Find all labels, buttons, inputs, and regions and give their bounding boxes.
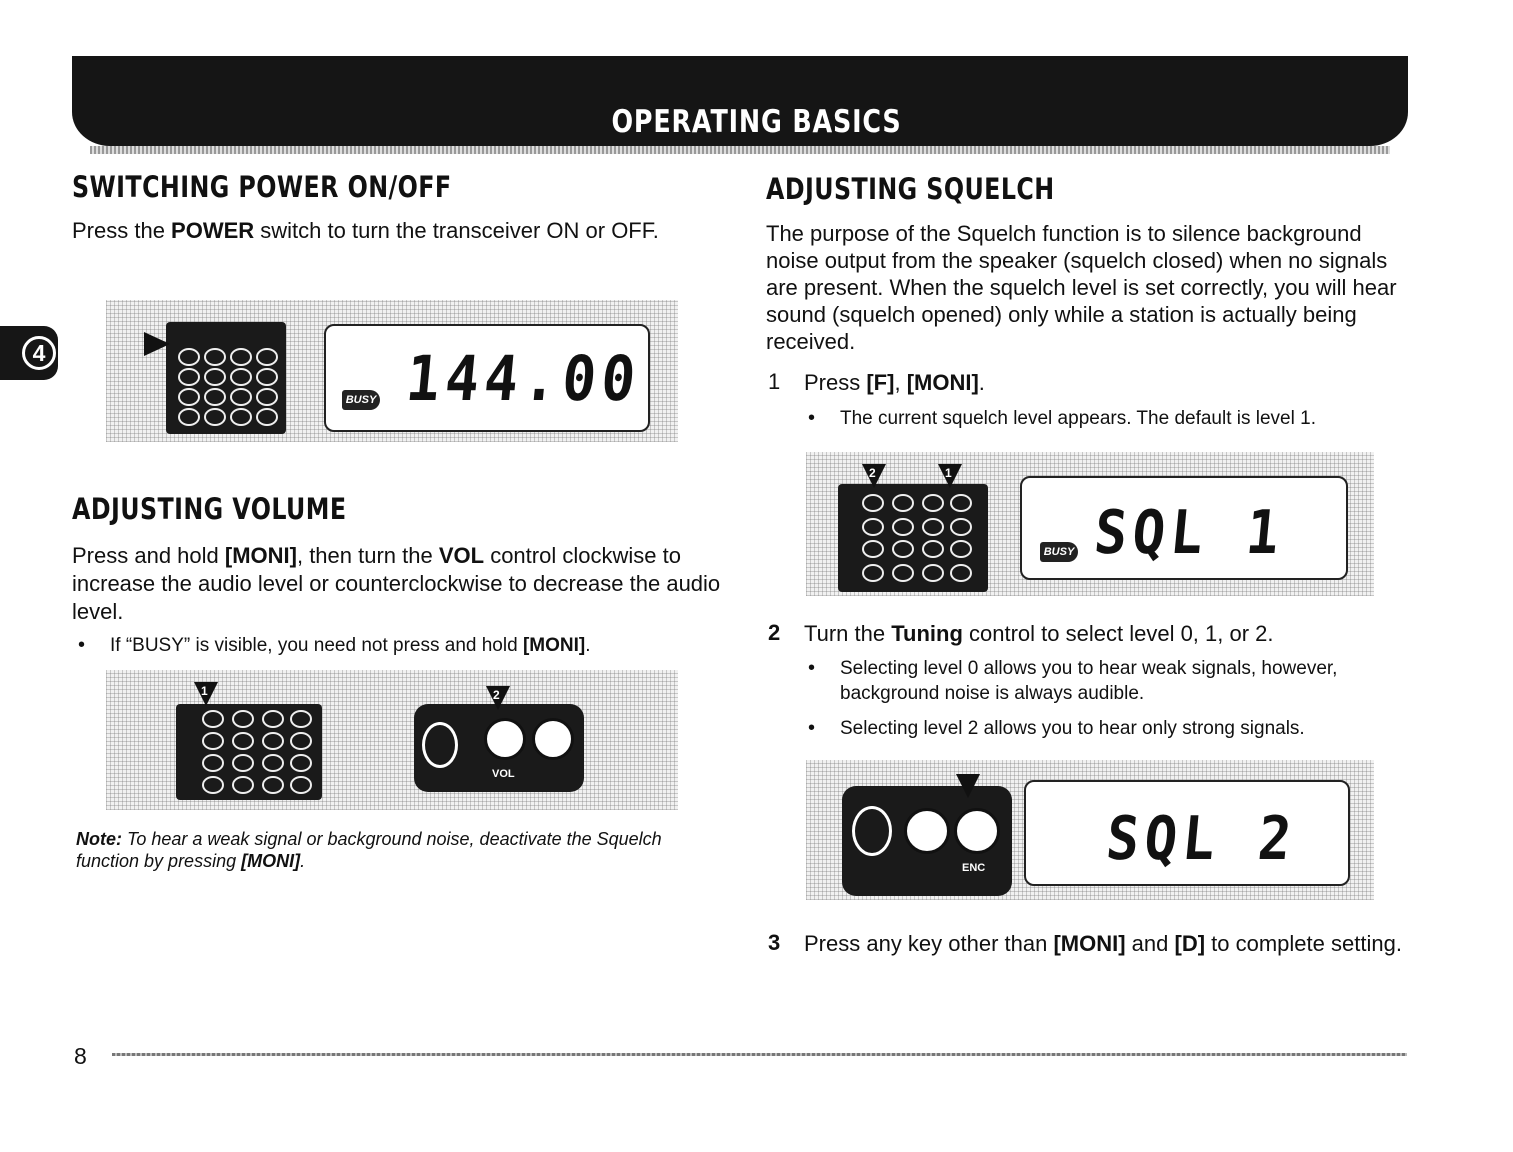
page-title: OPERATING BASICS	[611, 104, 902, 140]
footer-rule	[112, 1053, 1407, 1056]
tuning-knob	[954, 808, 1000, 854]
pointer-arrow-icon	[144, 332, 170, 356]
chapter-tab	[0, 326, 58, 380]
step-1-key-f: [F]	[866, 370, 895, 395]
lcd-frequency: 144.00	[403, 342, 644, 415]
chapter-number: 4	[22, 336, 56, 370]
power-paragraph	[72, 217, 692, 244]
busy-indicator: BUSY	[342, 390, 380, 410]
volume-note	[76, 828, 696, 872]
squelch-intro: The purpose of the Squelch function is to silence background noise output from the speaker (squelch closed) when no signals are present. When the squelch level is set correctly, you will hear sound (squelch opened) only while a station is actually being received.	[766, 221, 1397, 354]
step-1-sep: ,	[894, 370, 907, 395]
step-1-end: .	[978, 370, 985, 395]
radio-top-illustration	[842, 786, 1012, 896]
step-2-number: 2	[768, 620, 781, 645]
step-1-number: 1	[768, 369, 781, 394]
volume-figure	[106, 670, 678, 810]
volume-bullet-end: .	[585, 635, 591, 656]
volume-text-1: Press and hold	[72, 543, 225, 568]
callout-2-label: 2	[493, 688, 500, 702]
step-3-t1: Press any key other than	[804, 931, 1054, 956]
tuning-knob	[532, 718, 574, 760]
vol-label: VOL	[492, 768, 515, 780]
power-text-2: switch to turn the transceiver ON or OFF.	[254, 218, 659, 243]
step-3-key-moni: [MONI]	[1053, 931, 1126, 956]
callout-2-icon	[486, 686, 510, 710]
volume-text-2: , then turn the	[296, 543, 439, 568]
volume-paragraph	[72, 542, 722, 626]
header-stripe	[90, 146, 1390, 154]
volume-key-moni: [MONI]	[224, 543, 297, 568]
callout-1-label: 1	[201, 684, 208, 698]
power-figure	[106, 300, 678, 442]
volume-bullet-key: [MONI]	[522, 635, 586, 656]
page-number: 8	[74, 1043, 87, 1069]
step-1-t1: Press	[804, 370, 867, 395]
step-3-number: 3	[768, 930, 781, 955]
step-2-key-tuning: Tuning	[891, 621, 963, 646]
note-text: To hear a weak signal or background noise, deactivate the Squelch function by pressing	[76, 829, 662, 871]
lcd-display	[324, 324, 650, 432]
callout-2-icon	[862, 464, 886, 488]
heading-squelch: ADJUSTING SQUELCH	[766, 172, 1055, 206]
power-text-1: Press the	[72, 218, 172, 243]
lcd-display	[1024, 780, 1350, 886]
vol-knob	[484, 718, 526, 760]
step-2-text	[804, 620, 1404, 647]
callout-2-label: 2	[869, 466, 876, 480]
radio-top-illustration	[414, 704, 584, 792]
step-3-text	[804, 930, 1404, 957]
step-2-t2: control to select level 0, 1, or 2.	[962, 621, 1274, 646]
keypad-illustration	[176, 704, 322, 800]
heading-power: SWITCHING POWER ON/OFF	[72, 170, 452, 204]
step-2-bullet-1: • Selecting level 0 allows you to hear weak signals, however, background noise is always audible.	[840, 656, 1360, 706]
squelch-figure-1	[806, 452, 1374, 596]
callout-1-label: 1	[945, 466, 952, 480]
keypad-illustration	[166, 322, 286, 434]
step-1-key-moni: [MONI]	[906, 370, 979, 395]
callout-1-icon	[194, 682, 218, 706]
squelch-figure-2	[806, 760, 1374, 900]
step-3-t2: and	[1125, 931, 1175, 956]
lcd-display	[1020, 476, 1348, 580]
callout-pointer-icon	[956, 774, 980, 798]
volume-key-vol: VOL	[438, 543, 485, 568]
lcd-squelch-1: SQL 1	[1091, 498, 1288, 568]
step-1-text	[804, 369, 1404, 396]
keypad-illustration	[838, 484, 988, 592]
vol-knob	[904, 808, 950, 854]
enc-label: ENC	[962, 862, 986, 874]
volume-text-3: control clockwise to increase the audio level or counterclockwise to decrease the audio level.	[72, 543, 721, 624]
busy-indicator: BUSY	[1040, 542, 1078, 562]
step-2-bullet-2: • Selecting level 2 allows you to hear only strong signals.	[840, 716, 1400, 741]
side-knob	[422, 722, 458, 768]
step-2-t1: Turn the	[804, 621, 892, 646]
power-key: POWER	[171, 218, 255, 243]
callout-1-icon	[938, 464, 962, 488]
volume-bullet	[110, 633, 710, 658]
step-3-t3: to complete setting.	[1205, 931, 1402, 956]
volume-bullet-text: If “BUSY” is visible, you need not press and hold	[110, 635, 523, 656]
step-3-key-d: [D]	[1174, 931, 1206, 956]
heading-volume: ADJUSTING VOLUME	[72, 492, 347, 526]
lcd-squelch-2: SQL 2	[1103, 804, 1300, 874]
note-key: [MONI]	[241, 851, 301, 871]
note-label: Note:	[76, 829, 122, 849]
side-knob	[852, 806, 892, 856]
step-1-bullet: • The current squelch level appears. The default is level 1.	[840, 406, 1400, 431]
note-end: .	[300, 851, 306, 871]
